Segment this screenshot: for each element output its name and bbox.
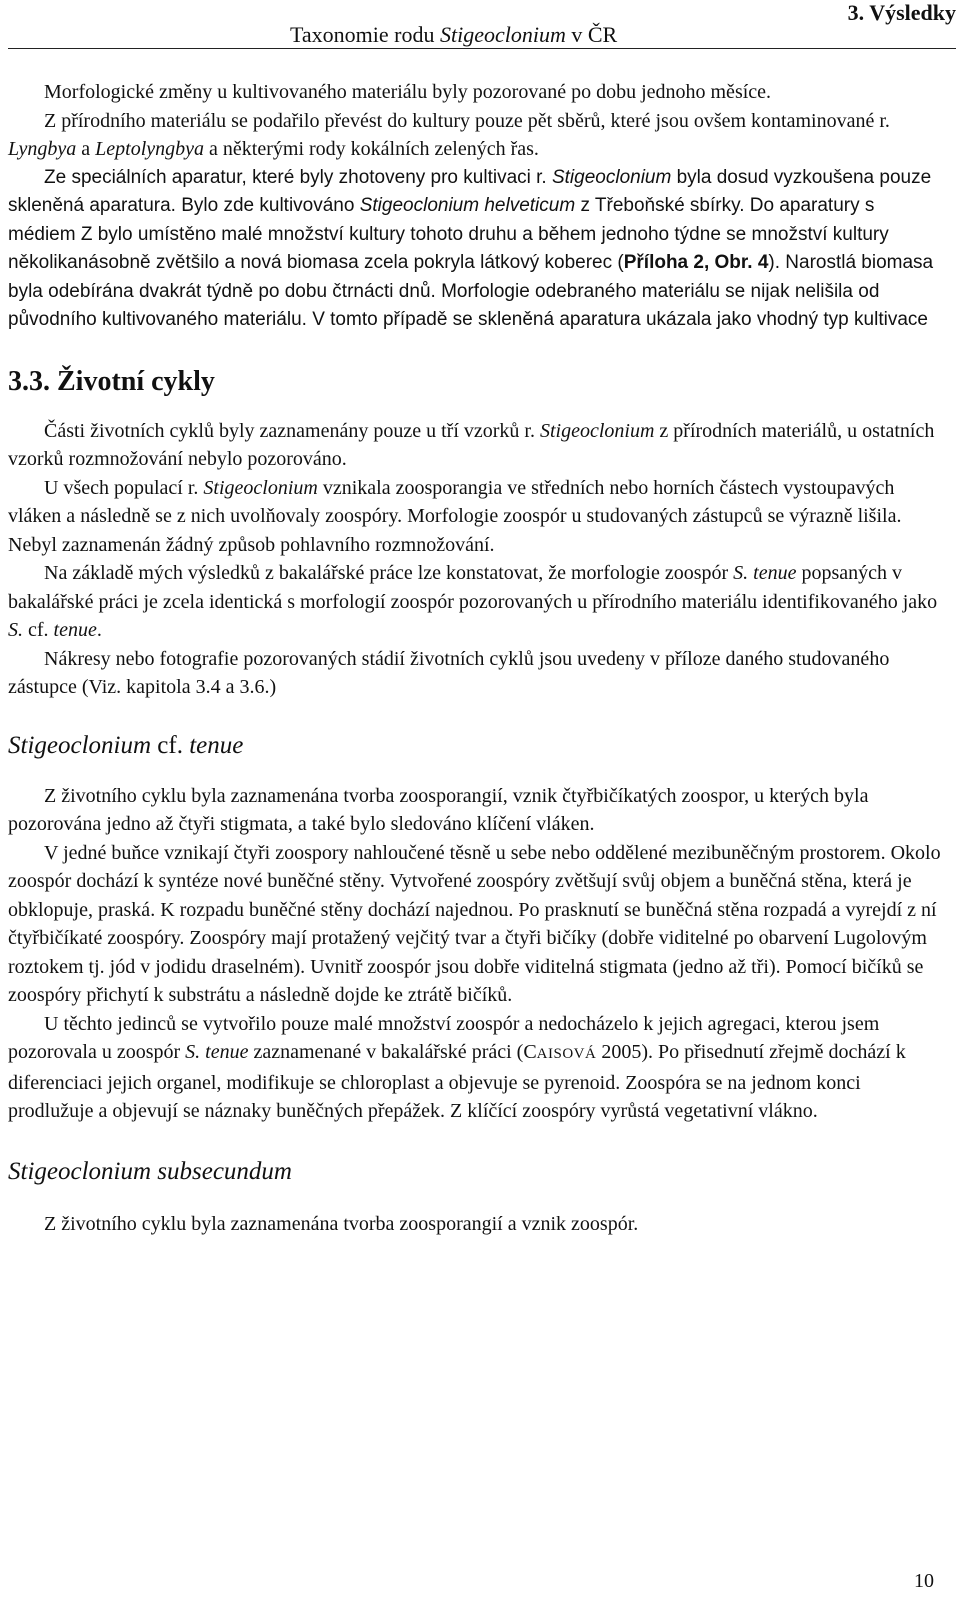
life-cycles-paragraph-4: Nákresy nebo fotografie pozorovaných stádií životních cyklů jsou uvedeny v příloze daného studovaného zástupce (Viz. kapitola 3.4 a 3.6.) (8, 647, 890, 698)
heading-stigeoclonium-subsecundum: Stigeoclonium subsecundum (8, 1157, 292, 1185)
tenue-paragraph-1: Z životního cyklu byla zaznamenána tvorba zoosporangií, vznik čtyřbičíkatých zoospor, u kterých byla pozorována jedno až čtyři stigmata, a také bylo sledováno klíčení vláken. (8, 784, 869, 835)
page-number: 10 (914, 1570, 934, 1592)
intro-paragraph-3: Ze speciálních aparatur, které byly zhotoveny pro kultivaci r. Stigeoclonium byla dosud vyzkoušena pouze skleněná aparatura. Bylo zde kultivováno Stigeoclonium helveticum z Třeboňské sbírky. Do aparatury s médiem Z bylo umístěno malé množství kultury tohoto druhu a během jednoho týdne se množství kultury několikanásobně zvětšilo a nová biomasa zcela pokryla látkový koberec (Příloha 2, Obr. 4). Narostlá biomasa byla odebírána dvakrát týdně po dobu čtrnácti dnů. Morfologie odebraného materiálu se nijak nelišila od původního kultivovaného materiálu. V tomto případě se skleněná aparatura ukázala jako vhodný typ kultivace (8, 166, 934, 330)
subsecundum-paragraph-1: Z životního cyklu byla zaznamenána tvorba zoosporangií a vznik zoospór. (44, 1212, 639, 1235)
life-cycles-paragraph-3: Na základě mých výsledků z bakalářské práce lze konstatovat, že morfologie zoospór S. tenue popsaných v bakalářské práci je zcela identická s morfologií zoospór pozorovaných u přírodního materiálu identifikovaného jako S. cf. tenue. (8, 562, 938, 641)
intro-paragraph-2: Z přírodního materiálu se podařilo převést do kultury pouze pět sběrů, které jsou ovšem kontaminované r. Lyngbya a Leptolyngbya a některými rody kokálních zelených řas. (8, 109, 890, 160)
header-section: 3. Výsledky (847, 0, 956, 25)
tenue-paragraph-3: U těchto jedinců se vytvořilo pouze malé množství zoospór a nedocházelo k jejich agregaci, kterou jsem pozorovala u zoospór S. tenue zaznamenané v bakalářské práci (CAISOVÁ 2005). Po přisednutí zřejmě dochází k diferenciaci jejich organel, modifikuje se chloroplast a objevuje se pyrenoid. Zoospóra se na jednom konci prodlužuje a objevují se náznaky buněčných přepážek. Z klíčící zoospóry vyrůstá vegetativní vlákno. (8, 1012, 906, 1122)
heading-stigeoclonium-cf-tenue: Stigeoclonium cf. tenue (8, 731, 244, 759)
tenue-paragraph-2: V jedné buňce vznikají čtyři zoospory nahloučené těsně u sebe nebo oddělené mezibuněčným prostorem. Okolo zoospór dochází k syntéze nové buněčné stěny. Vytvořené zoospóry zvětšují svůj objem a buněčná stěna, která je obklopuje, praská. K rozpadu buněčné stěny dochází najednou. Po prasknutí se buněčná stěna rozpadá a vyrejdí z ní čtyřbičíkaté zoospóry. Zoospóry mají protažený vejčitý tvar a čtyři bičíky (dobře viditelné po obarvení Lugolovým roztokem tj. jód v jodidu draselném). Uvnitř zoospór jsou dobře viditelná stigmata (jedno až tři). Pomocí bičíků se zoospóry přichytí k substrátu a následně dojde ke ztrátě bičíků. (8, 841, 941, 1006)
heading-life-cycles: 3.3. Životní cykly (8, 365, 215, 397)
page-body (8, 78, 943, 1238)
intro-paragraph-1: Morfologické změny u kultivovaného materiálu byly pozorované po dobu jednoho měsíce. (44, 81, 772, 103)
life-cycles-paragraph-2: U všech populací r. Stigeoclonium vznikala zoosporangia ve středních nebo horních částech vystoupavých vláken a následně se z nich uvolňovaly zoospóry. Morfologie zoospór u studovaných zástupců se výrazně lišila. Nebyl zaznamenán žádný způsob pohlavního rozmnožování. (8, 476, 902, 556)
life-cycles-paragraph-1: Části životních cyklů byly zaznamenány pouze u tří vzorků r. Stigeoclonium z přírodních materiálů, u ostatních vzorků rozmnožování nebylo pozorováno. (8, 419, 935, 470)
header-title: Taxonomie rodu Stigeoclonium v ČR (290, 22, 618, 47)
header-rule (8, 48, 956, 49)
